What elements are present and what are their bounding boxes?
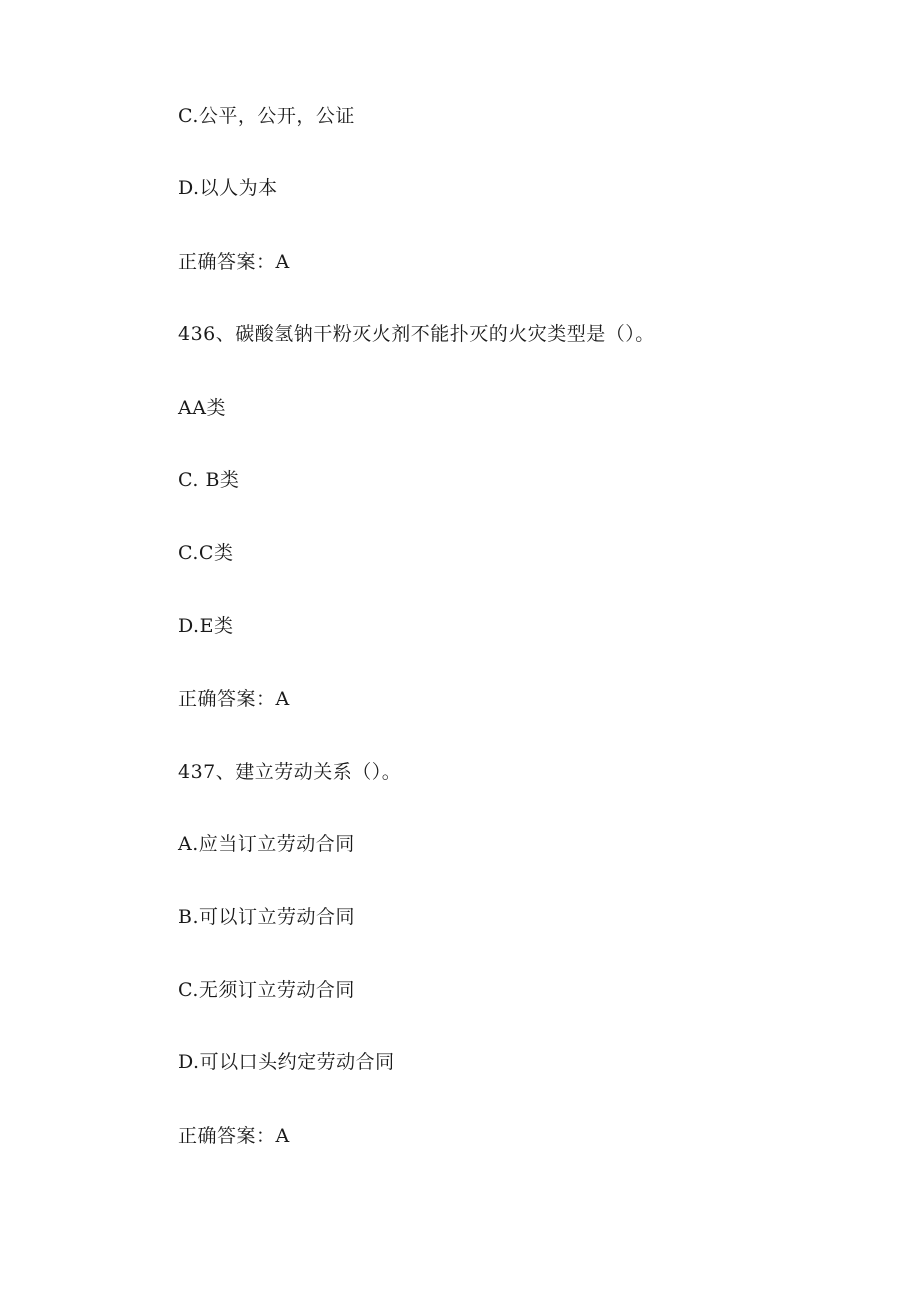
q437-answer: 正确答案：A: [178, 1125, 290, 1147]
option-c-prev: C.公平，公开，公证: [178, 105, 355, 127]
q436-option-c: C.C类: [178, 542, 234, 564]
answer-prev: 正确答案：A: [178, 251, 290, 273]
q436-option-b: C. B类: [178, 469, 240, 491]
question-437: 437、建立劳动关系（）。: [178, 761, 402, 783]
q436-answer: 正确答案：A: [178, 688, 290, 710]
question-436: 436、碳酸氢钠干粉灭火剂不能扑灭的火灾类型是（）。: [178, 323, 655, 345]
option-d-prev: D.以人为本: [178, 177, 278, 199]
q436-option-d: D.E类: [178, 615, 234, 637]
q437-option-b: B.可以订立劳动合同: [178, 906, 356, 928]
q437-option-c: C.无须订立劳动合同: [178, 979, 355, 1001]
q437-option-d: D.可以口头约定劳动合同: [178, 1051, 395, 1073]
q437-option-a: A.应当订立劳动合同: [178, 833, 355, 855]
q436-option-a: AA类: [178, 397, 226, 419]
